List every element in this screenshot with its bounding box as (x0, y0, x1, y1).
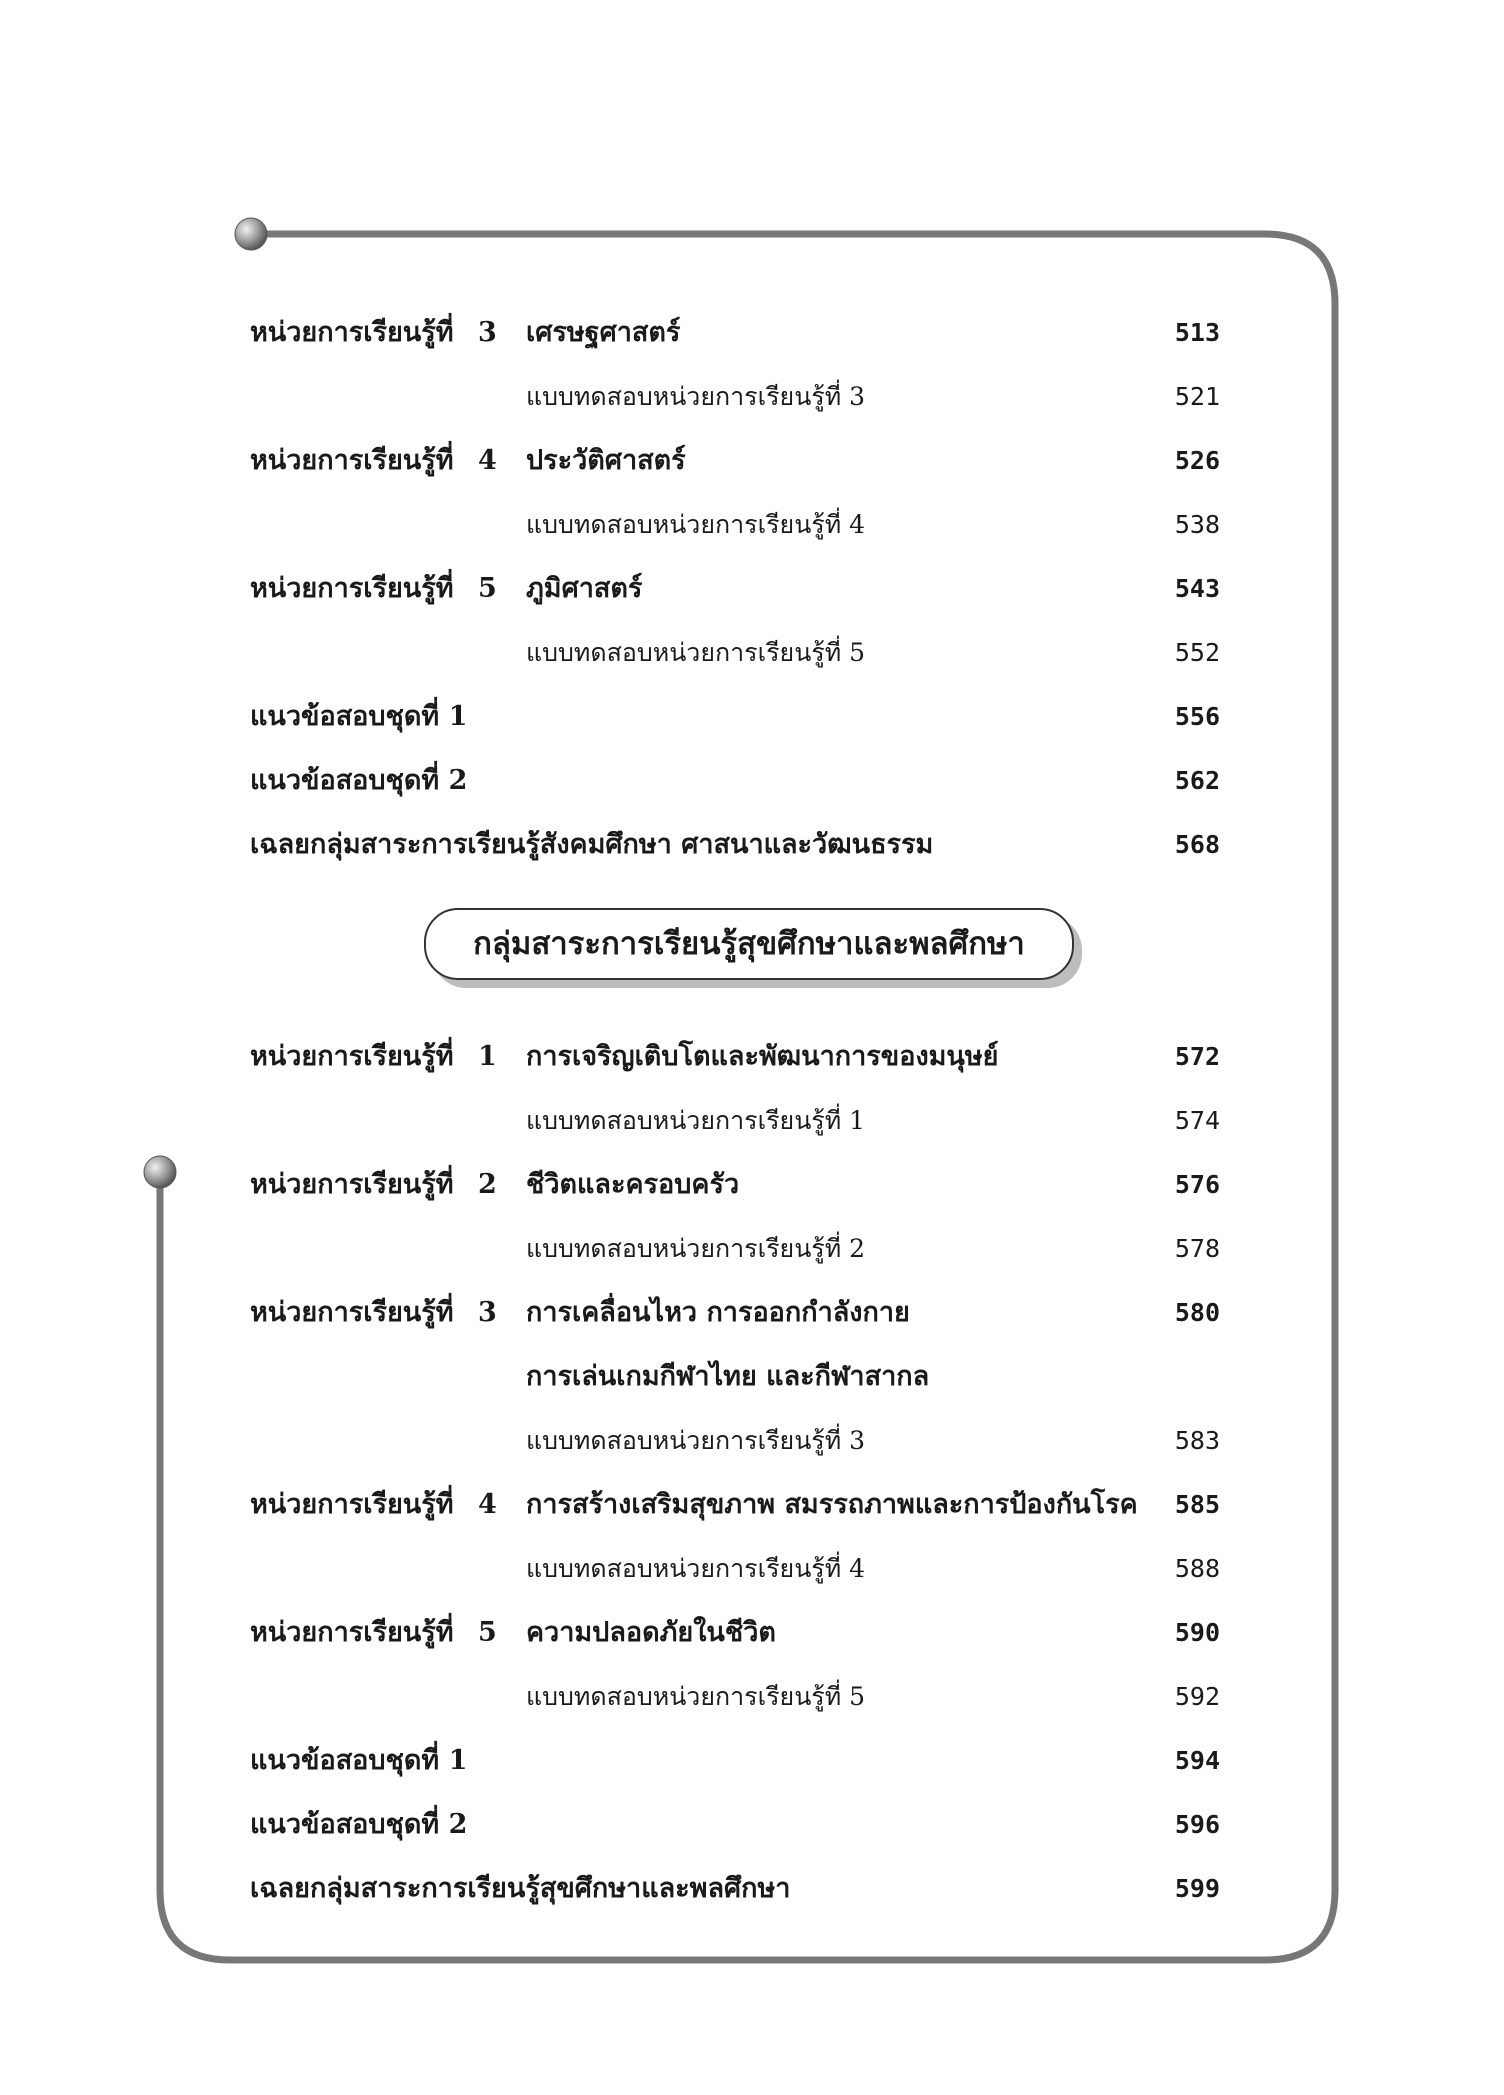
toc-entry-unit (250, 308, 1220, 358)
unit-label: หน่วยการเรียนรู้ที่ (250, 317, 454, 348)
toc-entry-unit (250, 1480, 1220, 1530)
toc-entry-exam (250, 1800, 1220, 1850)
page-number: 543 (1174, 574, 1220, 603)
unit-number: 4 (478, 1489, 497, 1520)
unit-title: การสร้างเสริมสุขภาพ สมรรถภาพและการป้องกันโรค (526, 1489, 1138, 1520)
page-number: 526 (1174, 446, 1220, 475)
answer-label: เฉลยกลุ่มสาระการเรียนรู้สุขศึกษาและพลศึกษา (250, 1873, 791, 1904)
unit-number: 4 (478, 445, 497, 476)
toc-entry-quiz (250, 500, 1220, 550)
unit-label: หน่วยการเรียนรู้ที่ (250, 1617, 454, 1648)
toc-entry-answer (250, 1864, 1220, 1914)
quiz-label: แบบทดสอบหน่วยการเรียนรู้ที่ 5 (526, 638, 866, 667)
toc-entry-quiz (250, 628, 1220, 678)
toc-entry-cont (250, 1352, 1220, 1402)
unit-number: 5 (478, 573, 497, 604)
unit-title: เศรษฐศาสตร์ (526, 317, 681, 348)
page-number: 590 (1174, 1618, 1220, 1647)
toc-entry-exam (250, 1736, 1220, 1786)
unit-title: การเคลื่อนไหว การออกกำลังกาย (526, 1297, 910, 1328)
toc-entry-unit (250, 564, 1220, 614)
side-ball-ornament (144, 1156, 176, 1188)
toc-entry-quiz (250, 372, 1220, 422)
toc-entry-quiz (250, 1544, 1220, 1594)
unit-number: 1 (478, 1041, 497, 1072)
toc-entry-quiz (250, 1096, 1220, 1146)
quiz-label: แบบทดสอบหน่วยการเรียนรู้ที่ 3 (526, 1426, 866, 1455)
toc-entry-unit (250, 1160, 1220, 1210)
toc-entry-unit (250, 1032, 1220, 1082)
unit-number: 3 (478, 1297, 497, 1328)
page-number: 580 (1174, 1298, 1220, 1327)
exam-label: แนวข้อสอบชุดที่ 1 (250, 1745, 468, 1776)
page-number: 538 (1174, 510, 1220, 539)
page-number: 552 (1174, 638, 1220, 667)
page-number: 562 (1174, 766, 1220, 795)
page-number: 576 (1174, 1170, 1220, 1199)
page-number: 596 (1174, 1810, 1220, 1839)
quiz-label: แบบทดสอบหน่วยการเรียนรู้ที่ 4 (526, 510, 866, 539)
unit-title: การเจริญเติบโตและพัฒนาการของมนุษย์ (526, 1041, 999, 1072)
unit-label: หน่วยการเรียนรู้ที่ (250, 1489, 454, 1520)
exam-label: แนวข้อสอบชุดที่ 1 (250, 701, 468, 732)
quiz-label: แบบทดสอบหน่วยการเรียนรู้ที่ 2 (526, 1234, 866, 1263)
toc-entry-quiz (250, 1224, 1220, 1274)
page-number: 599 (1174, 1874, 1220, 1903)
unit-title: ประวัติศาสตร์ (526, 445, 686, 476)
quiz-label: แบบทดสอบหน่วยการเรียนรู้ที่ 1 (526, 1106, 866, 1135)
page-number: 556 (1174, 702, 1220, 731)
page-number: 521 (1174, 382, 1220, 411)
quiz-label: แบบทดสอบหน่วยการเรียนรู้ที่ 4 (526, 1554, 866, 1583)
unit-number: 2 (478, 1169, 497, 1200)
unit-title-continued: การเล่นเกมกีฬาไทย และกีฬาสากล (526, 1361, 930, 1392)
toc-entry-quiz (250, 1416, 1220, 1466)
toc-entry-unit (250, 436, 1220, 486)
answer-label: เฉลยกลุ่มสาระการเรียนรู้สังคมศึกษา ศาสนาและวัฒนธรรม (250, 829, 934, 860)
page-number: 585 (1174, 1490, 1220, 1519)
page-number: 588 (1174, 1554, 1220, 1583)
quiz-label: แบบทดสอบหน่วยการเรียนรู้ที่ 5 (526, 1682, 866, 1711)
unit-title: ภูมิศาสตร์ (526, 573, 643, 604)
section-heading: กลุ่มสาระการเรียนรู้สุขศึกษาและพลศึกษา (424, 908, 1074, 980)
page-number: 583 (1174, 1426, 1220, 1455)
page-number: 574 (1174, 1106, 1220, 1135)
unit-title: ชีวิตและครอบครัว (526, 1169, 740, 1200)
page-number: 594 (1174, 1746, 1220, 1775)
unit-label: หน่วยการเรียนรู้ที่ (250, 573, 454, 604)
toc-entry-unit (250, 1608, 1220, 1658)
unit-label: หน่วยการเรียนรู้ที่ (250, 1041, 454, 1072)
unit-number: 3 (478, 317, 497, 348)
toc-entry-answer (250, 820, 1220, 870)
unit-label: หน่วยการเรียนรู้ที่ (250, 445, 454, 476)
unit-label: หน่วยการเรียนรู้ที่ (250, 1169, 454, 1200)
toc-entry-quiz (250, 1672, 1220, 1722)
unit-label: หน่วยการเรียนรู้ที่ (250, 1297, 454, 1328)
page-number: 513 (1174, 318, 1220, 347)
page-number: 572 (1174, 1042, 1220, 1071)
toc-entry-exam (250, 692, 1220, 742)
unit-number: 5 (478, 1617, 497, 1648)
exam-label: แนวข้อสอบชุดที่ 2 (250, 1809, 468, 1840)
quiz-label: แบบทดสอบหน่วยการเรียนรู้ที่ 3 (526, 382, 866, 411)
exam-label: แนวข้อสอบชุดที่ 2 (250, 765, 468, 796)
toc-entry-unit (250, 1288, 1220, 1338)
toc-entry-exam (250, 756, 1220, 806)
page-number: 568 (1174, 830, 1220, 859)
page-number: 578 (1174, 1234, 1220, 1263)
top-ball-ornament (235, 218, 267, 250)
unit-title: ความปลอดภัยในชีวิต (526, 1617, 776, 1648)
page-number: 592 (1174, 1682, 1220, 1711)
